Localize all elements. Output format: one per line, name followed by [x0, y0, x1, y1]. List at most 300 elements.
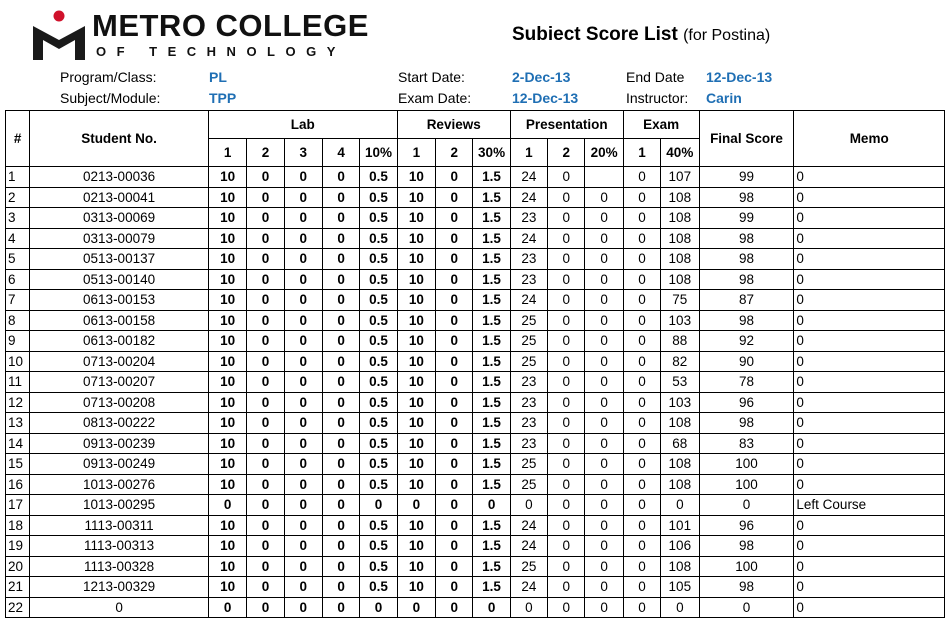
score-cell: 0: [247, 536, 284, 557]
score-cell: 0: [548, 597, 585, 618]
score-cell: 0: [548, 351, 585, 372]
score-cell: 0: [436, 228, 473, 249]
score-cell: 0: [322, 577, 359, 598]
student-number: 0: [30, 597, 209, 618]
score-cell: 0: [322, 208, 359, 229]
score-cell: 0: [548, 515, 585, 536]
score-cell: 10: [208, 454, 246, 475]
row-number: 22: [6, 597, 30, 618]
score-cell: 0: [585, 515, 623, 536]
score-cell: 0: [247, 577, 284, 598]
end-date-value: 12-Dec-13: [706, 69, 773, 85]
memo-cell: 0: [794, 228, 945, 249]
score-cell: 0: [436, 187, 473, 208]
score-cell: 0.5: [360, 433, 397, 454]
score-cell: 107: [661, 167, 699, 188]
score-cell: 0: [585, 249, 623, 270]
program-label: Program/Class:: [60, 69, 157, 85]
table-row: [6, 167, 945, 188]
memo-cell: 0: [794, 290, 945, 311]
score-cell: 0: [284, 187, 322, 208]
student-number: 1113-00311: [30, 515, 209, 536]
score-cell: 1.5: [473, 208, 510, 229]
exam-date-label: Exam Date:: [398, 90, 472, 106]
score-cell: 0: [322, 167, 359, 188]
score-cell: 0: [284, 392, 322, 413]
subject-label: Subject/Module:: [60, 90, 161, 106]
score-cell: 0.5: [360, 249, 397, 270]
row-number: 11: [6, 372, 30, 393]
score-cell: 0: [585, 454, 623, 475]
score-cell: 25: [510, 310, 547, 331]
table-row: [6, 269, 945, 290]
score-cell: 0: [623, 474, 660, 495]
score-cell: 23: [510, 413, 547, 434]
score-cell: 24: [510, 228, 547, 249]
logo-tagline: OF TECHNOLOGY: [96, 44, 346, 59]
table-row: [6, 187, 945, 208]
score-cell: 10: [397, 413, 435, 434]
table-row: [6, 392, 945, 413]
table-row: [6, 474, 945, 495]
score-cell: 0: [623, 536, 660, 557]
score-cell: 0: [322, 536, 359, 557]
score-cell: 108: [661, 187, 699, 208]
score-cell: 0: [548, 392, 585, 413]
score-cell: 0.5: [360, 454, 397, 475]
score-cell: 108: [661, 556, 699, 577]
sub-header-cell: 2: [436, 139, 473, 167]
sub-header-cell: 2: [548, 139, 585, 167]
score-cell: 0: [548, 474, 585, 495]
score-cell: 0: [284, 454, 322, 475]
score-cell: 1.5: [473, 433, 510, 454]
score-cell: 1.5: [473, 290, 510, 311]
final-score: 96: [699, 392, 794, 413]
row-number: 17: [6, 495, 30, 516]
score-cell: 0: [585, 310, 623, 331]
score-cell: 0: [247, 310, 284, 331]
score-cell: 10: [208, 392, 246, 413]
memo-cell: 0: [794, 187, 945, 208]
final-score: 0: [699, 597, 794, 618]
score-cell: 0.5: [360, 167, 397, 188]
table-header: [6, 111, 945, 167]
student-number: 0613-00153: [30, 290, 209, 311]
score-cell: 0: [284, 310, 322, 331]
score-cell: 10: [397, 208, 435, 229]
score-cell: 10: [397, 228, 435, 249]
col-header-presentation: Presentation: [510, 111, 623, 139]
score-cell: 10: [397, 269, 435, 290]
score-cell: 0: [247, 331, 284, 352]
exam-date-value: 12-Dec-13: [512, 90, 579, 106]
memo-cell: 0: [794, 331, 945, 352]
final-score: 100: [699, 556, 794, 577]
final-score: 98: [699, 413, 794, 434]
score-cell: 0: [623, 228, 660, 249]
score-cell: 0: [585, 392, 623, 413]
row-number: 6: [6, 269, 30, 290]
score-cell: 0.5: [360, 413, 397, 434]
memo-cell: 0: [794, 269, 945, 290]
score-cell: 103: [661, 310, 699, 331]
score-cell: 0: [623, 310, 660, 331]
score-cell: 0.5: [360, 556, 397, 577]
score-cell: 0: [585, 351, 623, 372]
score-cell: 0: [247, 167, 284, 188]
student-number: 0313-00069: [30, 208, 209, 229]
score-cell: 10: [397, 290, 435, 311]
table-row: [6, 515, 945, 536]
final-score: 98: [699, 228, 794, 249]
score-cell: 0: [436, 474, 473, 495]
score-cell: 0: [284, 515, 322, 536]
memo-cell: 0: [794, 454, 945, 475]
score-cell: 0: [397, 495, 435, 516]
score-cell: 0: [548, 433, 585, 454]
student-number: 0313-00079: [30, 228, 209, 249]
score-cell: 0: [585, 187, 623, 208]
score-cell: 0: [322, 454, 359, 475]
score-cell: 23: [510, 433, 547, 454]
score-cell: 0.5: [360, 515, 397, 536]
score-cell: 0: [436, 597, 473, 618]
table-row: [6, 372, 945, 393]
score-cell: 10: [208, 372, 246, 393]
score-cell: 0: [247, 495, 284, 516]
score-cell: 0: [322, 556, 359, 577]
score-cell: 1.5: [473, 556, 510, 577]
score-cell: 0: [247, 597, 284, 618]
score-cell: 0: [623, 331, 660, 352]
score-cell: 0: [623, 495, 660, 516]
score-cell: 23: [510, 269, 547, 290]
score-cell: 0: [247, 454, 284, 475]
score-cell: 0: [247, 249, 284, 270]
score-cell: 0: [473, 495, 510, 516]
score-cell: 0: [436, 331, 473, 352]
score-cell: 0: [284, 536, 322, 557]
score-cell: 0: [322, 597, 359, 618]
score-cell: 10: [208, 187, 246, 208]
score-cell: 0: [322, 228, 359, 249]
score-cell: 10: [208, 208, 246, 229]
score-cell: 0: [548, 228, 585, 249]
score-cell: 25: [510, 474, 547, 495]
score-cell: 10: [208, 413, 246, 434]
sub-header-cell: 4: [322, 139, 359, 167]
sub-header-cell: 20%: [585, 139, 623, 167]
end-date-label: End Date: [626, 69, 685, 85]
score-cell: 1.5: [473, 474, 510, 495]
start-date-value: 2-Dec-13: [512, 69, 571, 85]
student-number: 1113-00313: [30, 536, 209, 557]
final-score: 100: [699, 474, 794, 495]
memo-cell: 0: [794, 310, 945, 331]
score-cell: 0: [284, 413, 322, 434]
memo-cell: 0: [794, 372, 945, 393]
score-cell: 23: [510, 392, 547, 413]
score-cell: 10: [397, 536, 435, 557]
memo-cell: 0: [794, 556, 945, 577]
score-cell: 0: [284, 474, 322, 495]
table-row: [6, 433, 945, 454]
score-cell: 0: [548, 536, 585, 557]
score-cell: 1.5: [473, 187, 510, 208]
row-number: 16: [6, 474, 30, 495]
logo-name: METRO COLLEGE: [92, 8, 369, 43]
score-cell: 10: [208, 474, 246, 495]
row-number: 12: [6, 392, 30, 413]
score-cell: 0: [585, 208, 623, 229]
score-cell: 0: [436, 577, 473, 598]
score-cell: 0: [284, 249, 322, 270]
score-cell: 24: [510, 577, 547, 598]
row-number: 8: [6, 310, 30, 331]
score-cell: 0: [548, 413, 585, 434]
memo-cell: Left Course: [794, 495, 945, 516]
table-row: [6, 249, 945, 270]
score-cell: 68: [661, 433, 699, 454]
score-cell: 10: [397, 433, 435, 454]
col-header-num: #: [6, 111, 30, 167]
score-cell: 0: [322, 331, 359, 352]
memo-cell: 0: [794, 413, 945, 434]
sub-header-cell: 30%: [473, 139, 510, 167]
subject-value: TPP: [209, 90, 237, 106]
score-cell: 0: [436, 392, 473, 413]
score-cell: 1.5: [473, 454, 510, 475]
table-row: [6, 536, 945, 557]
score-cell: 0: [247, 556, 284, 577]
score-cell: 25: [510, 331, 547, 352]
score-cell: 0: [322, 187, 359, 208]
col-header-reviews: Reviews: [397, 111, 510, 139]
score-cell: 0: [585, 556, 623, 577]
score-cell: 101: [661, 515, 699, 536]
memo-cell: 0: [794, 515, 945, 536]
score-cell: 0.5: [360, 187, 397, 208]
score-cell: 0: [623, 351, 660, 372]
score-cell: 75: [661, 290, 699, 311]
table-body: [6, 167, 945, 618]
student-number: 0713-00207: [30, 372, 209, 393]
instructor-label: Instructor:: [626, 90, 689, 106]
score-cell: 10: [397, 187, 435, 208]
table-row: [6, 331, 945, 352]
score-cell: 0: [585, 372, 623, 393]
sub-header-cell: 1: [623, 139, 660, 167]
row-number: 20: [6, 556, 30, 577]
row-number: 19: [6, 536, 30, 557]
score-cell: 0: [436, 208, 473, 229]
student-number: 1113-00328: [30, 556, 209, 577]
final-score: 98: [699, 187, 794, 208]
score-cell: 108: [661, 413, 699, 434]
score-cell: 0: [548, 331, 585, 352]
score-cell: 108: [661, 269, 699, 290]
score-cell: 0: [623, 392, 660, 413]
memo-cell: 0: [794, 597, 945, 618]
sub-header-cell: 1: [208, 139, 246, 167]
score-cell: 0: [585, 269, 623, 290]
memo-cell: 0: [794, 249, 945, 270]
score-cell: 10: [208, 515, 246, 536]
student-number: 0213-00036: [30, 167, 209, 188]
score-cell: 0: [548, 167, 585, 188]
score-cell: 10: [397, 454, 435, 475]
score-cell: 10: [397, 310, 435, 331]
score-cell: 0: [585, 413, 623, 434]
col-header-memo: Memo: [794, 111, 945, 167]
score-cell: 1.5: [473, 577, 510, 598]
score-cell: 1.5: [473, 269, 510, 290]
sub-header-cell: 10%: [360, 139, 397, 167]
score-cell: 10: [397, 556, 435, 577]
score-cell: 103: [661, 392, 699, 413]
score-cell: 0: [247, 413, 284, 434]
student-number: 1013-00276: [30, 474, 209, 495]
memo-cell: 0: [794, 208, 945, 229]
score-cell: 0: [436, 372, 473, 393]
score-cell: 0: [623, 454, 660, 475]
score-cell: 10: [208, 290, 246, 311]
score-cell: 0.5: [360, 536, 397, 557]
score-cell: 0: [436, 556, 473, 577]
score-cell: 0: [322, 249, 359, 270]
score-cell: 10: [208, 556, 246, 577]
score-cell: 24: [510, 187, 547, 208]
final-score: 98: [699, 536, 794, 557]
table-row: [6, 208, 945, 229]
score-cell: 0: [548, 249, 585, 270]
score-cell: 25: [510, 556, 547, 577]
score-cell: 0: [436, 290, 473, 311]
score-cell: 0: [623, 597, 660, 618]
score-cell: 0: [623, 372, 660, 393]
score-cell: 10: [208, 351, 246, 372]
memo-cell: 0: [794, 392, 945, 413]
score-cell: 0.5: [360, 372, 397, 393]
score-table: [5, 110, 945, 618]
score-cell: 0: [548, 454, 585, 475]
score-cell: 10: [208, 536, 246, 557]
score-cell: 0: [436, 433, 473, 454]
score-cell: 0: [284, 208, 322, 229]
score-cell: 0: [623, 413, 660, 434]
score-cell: 0: [322, 515, 359, 536]
final-score: 98: [699, 249, 794, 270]
score-cell: 0: [247, 392, 284, 413]
score-cell: 10: [397, 331, 435, 352]
score-cell: 0: [585, 536, 623, 557]
title-text: Subiect Score List: [512, 24, 678, 45]
student-number: 0613-00158: [30, 310, 209, 331]
row-number: 15: [6, 454, 30, 475]
sub-header-cell: 3: [284, 139, 322, 167]
score-cell: 24: [510, 536, 547, 557]
score-cell: 1.5: [473, 536, 510, 557]
student-number: 0813-00222: [30, 413, 209, 434]
memo-cell: 0: [794, 474, 945, 495]
score-cell: 0: [322, 392, 359, 413]
instructor-value: Carin: [706, 90, 742, 106]
score-cell: 0: [322, 474, 359, 495]
start-date-label: Start Date:: [398, 69, 465, 85]
score-cell: 0: [436, 495, 473, 516]
score-cell: 0: [284, 290, 322, 311]
score-cell: 1.5: [473, 351, 510, 372]
score-cell: 23: [510, 208, 547, 229]
score-cell: 24: [510, 515, 547, 536]
student-number: 0513-00140: [30, 269, 209, 290]
score-cell: 0: [623, 556, 660, 577]
score-cell: 0: [284, 433, 322, 454]
score-cell: 0: [436, 413, 473, 434]
student-number: 0613-00182: [30, 331, 209, 352]
score-cell: 0: [247, 290, 284, 311]
score-cell: 0: [585, 331, 623, 352]
table-row: [6, 495, 945, 516]
final-score: 98: [699, 577, 794, 598]
score-cell: 10: [397, 474, 435, 495]
row-number: 9: [6, 331, 30, 352]
score-cell: 10: [397, 167, 435, 188]
score-cell: 0: [247, 228, 284, 249]
score-cell: 1.5: [473, 392, 510, 413]
score-cell: 0: [284, 495, 322, 516]
score-cell: 108: [661, 474, 699, 495]
score-cell: 53: [661, 372, 699, 393]
score-cell: 0.5: [360, 392, 397, 413]
score-cell: 0: [284, 269, 322, 290]
score-cell: 25: [510, 351, 547, 372]
score-cell: 0: [360, 495, 397, 516]
score-cell: 0: [548, 372, 585, 393]
college-logo: [30, 6, 369, 64]
score-cell: 0: [247, 433, 284, 454]
row-number: 13: [6, 413, 30, 434]
score-cell: 0: [247, 515, 284, 536]
score-cell: 0: [548, 208, 585, 229]
col-header-lab: Lab: [208, 111, 397, 139]
score-cell: 10: [208, 167, 246, 188]
score-cell: 0: [661, 597, 699, 618]
row-number: 14: [6, 433, 30, 454]
row-number: 1: [6, 167, 30, 188]
score-cell: 0: [548, 577, 585, 598]
score-cell: 0: [322, 372, 359, 393]
score-cell: 10: [208, 249, 246, 270]
score-cell: 108: [661, 208, 699, 229]
table-row: [6, 351, 945, 372]
score-cell: 0: [436, 249, 473, 270]
score-cell: 0: [585, 433, 623, 454]
row-number: 4: [6, 228, 30, 249]
score-cell: 0: [661, 495, 699, 516]
score-cell: 10: [208, 577, 246, 598]
table-row: [6, 577, 945, 598]
table-row: [6, 290, 945, 311]
score-cell: 0: [322, 310, 359, 331]
final-score: 100: [699, 454, 794, 475]
score-cell: 0: [623, 269, 660, 290]
score-cell: 82: [661, 351, 699, 372]
score-cell: 0: [623, 249, 660, 270]
score-cell: 0: [247, 269, 284, 290]
score-cell: 0: [548, 269, 585, 290]
